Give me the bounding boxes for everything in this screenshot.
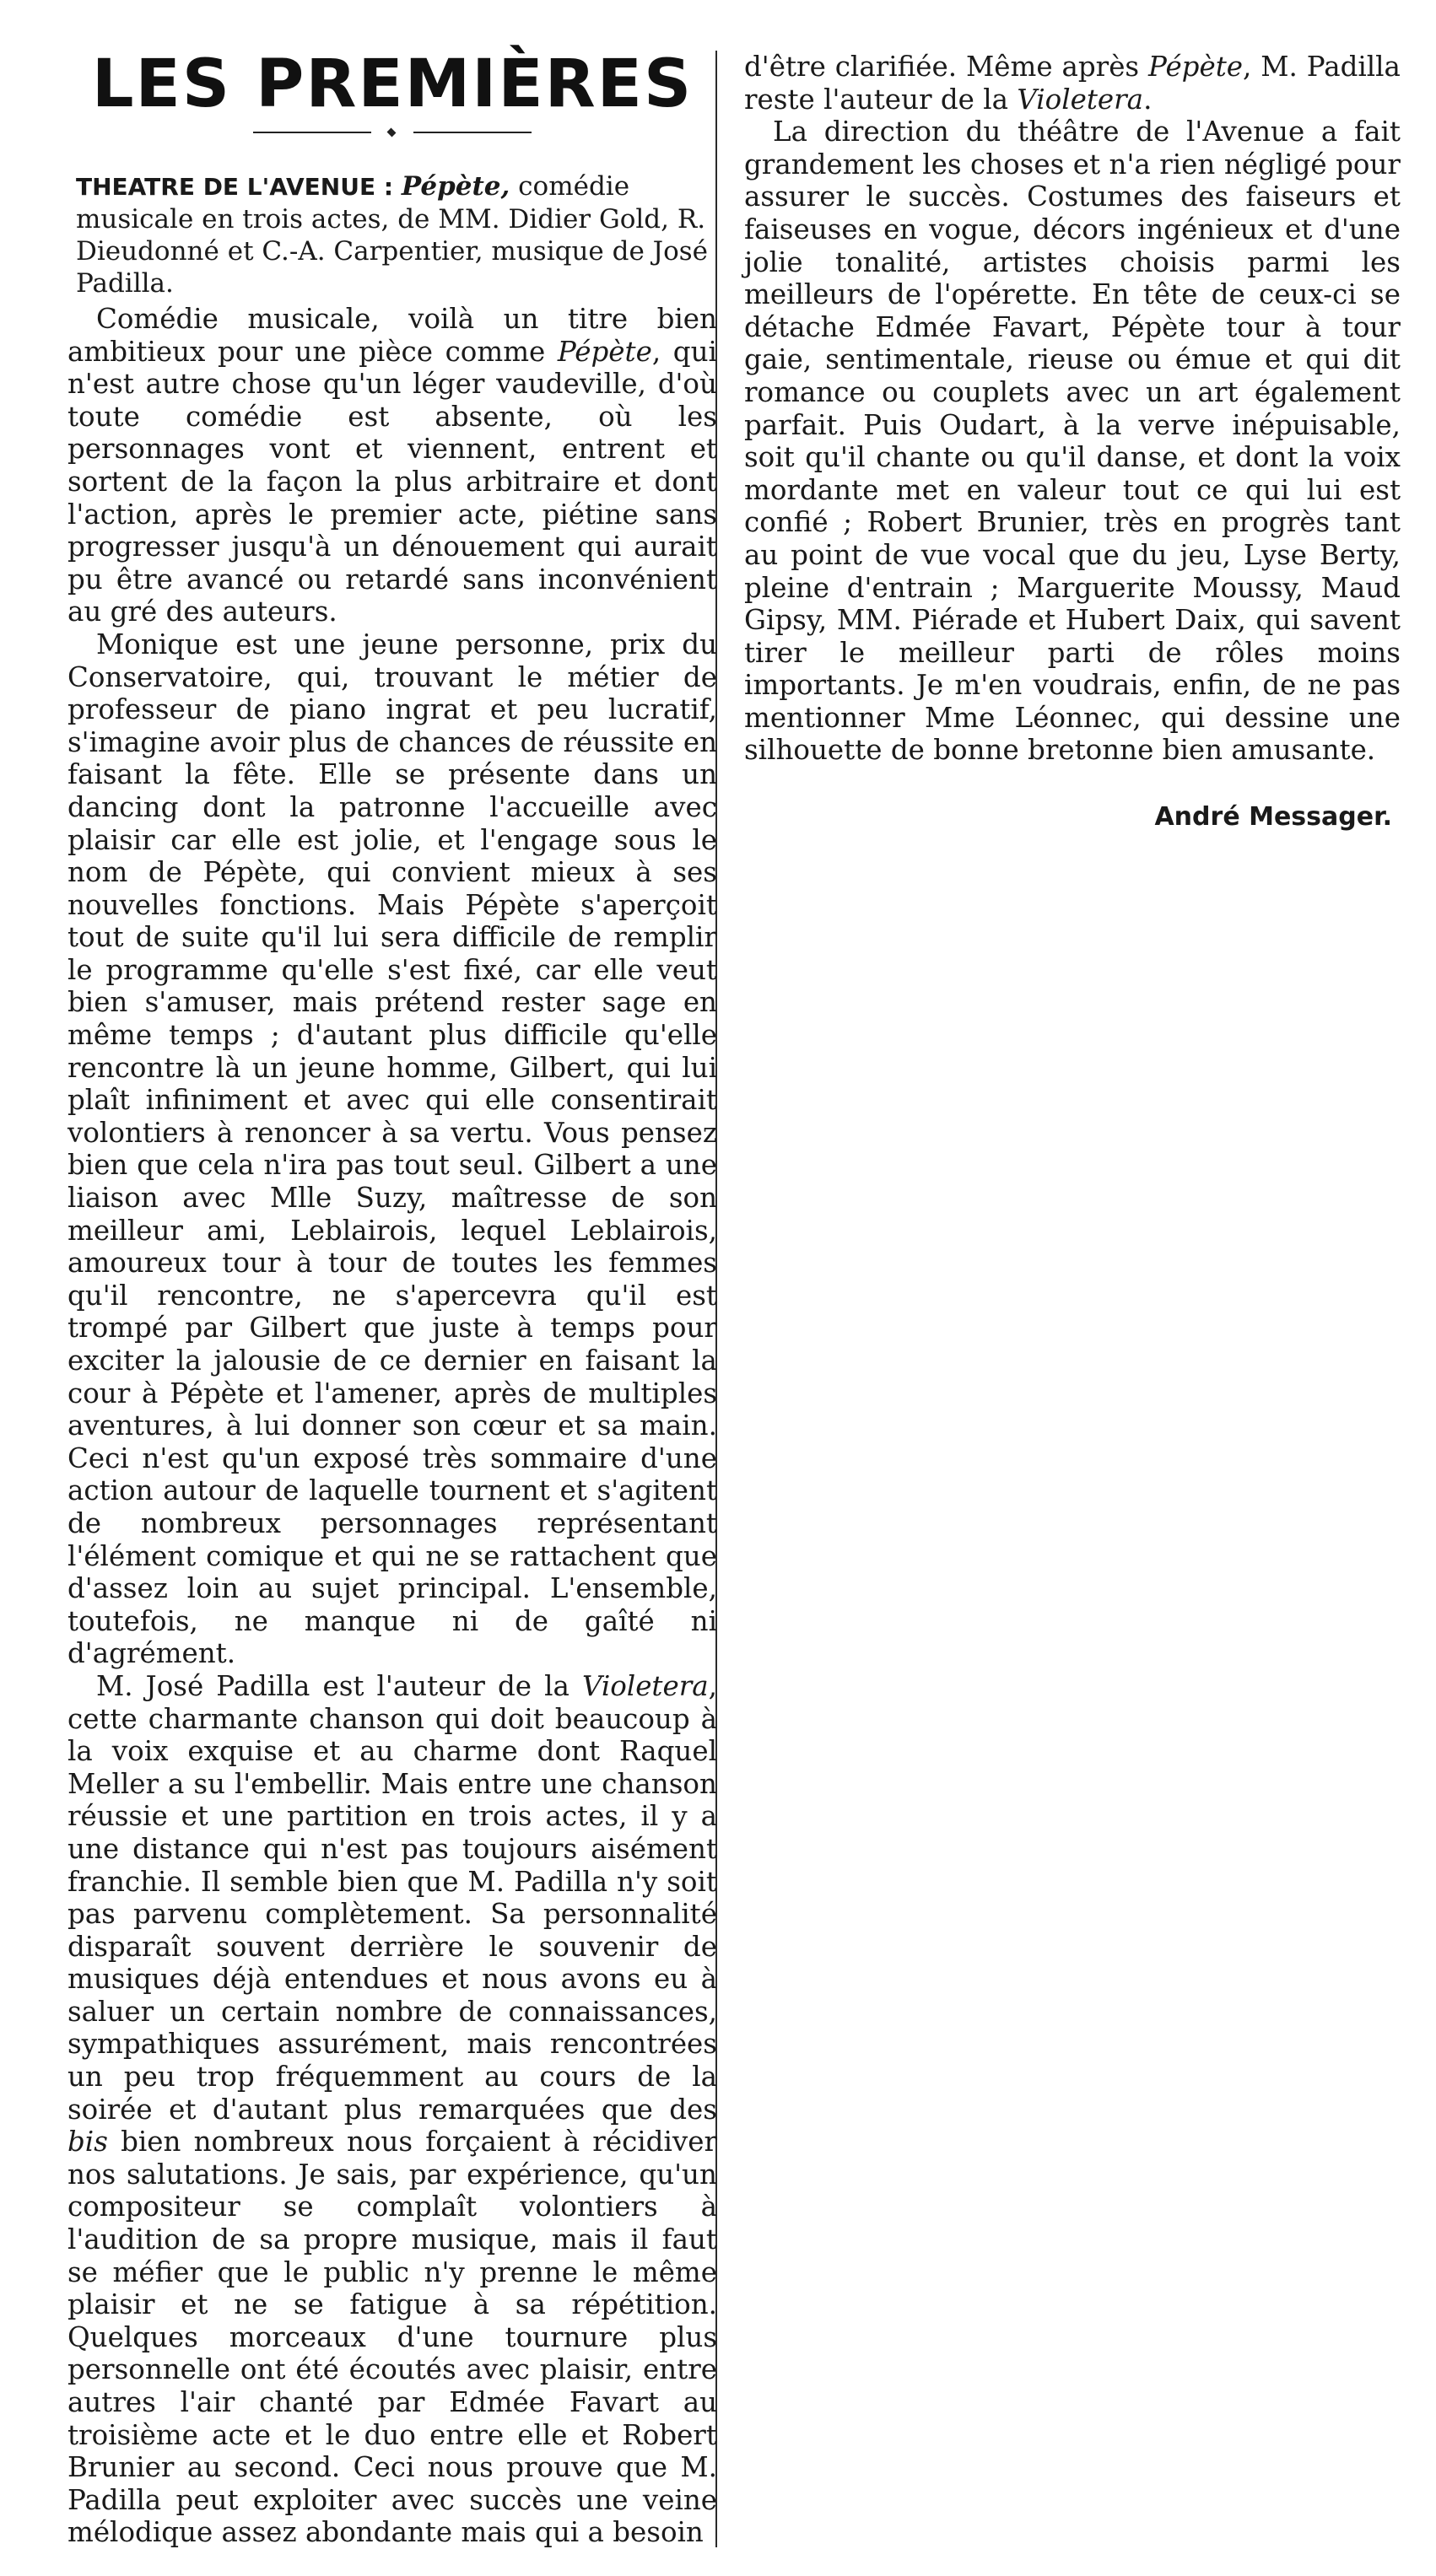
venue-name: THEATRE DE L'AVENUE :: [76, 173, 394, 201]
article-paragraph: Monique est une jeune personne, prix du Conservatoire, qui, trouvant le métier de professeur de piano ingrat et peu lucratif, s'imagine avoir plus de chances de réussite en faisant la fête. Elle se présente dans un dancing dont la patronne l'accueille avec plaisir car elle est jolie, et l'engage sous le nom de Pépète, qui convient mieux à ses nouvelles fonctions. Mais Pépète s'aperçoit tout de suite qu'il lui sera difficile de remplir le programme qu'elle s'est fixé, car elle veut bien s'amuser, mais prétend rester sage en même temps ; d'autant plus difficile qu'elle rencontre là un jeune homme, Gilbert, qui lui plaît infiniment et avec qui elle consentirait volontiers à renoncer à sa vertu. Vous pensez bien que cela n'ira pas tout seul. Gilbert a une liaison avec Mlle Suzy, maîtresse de son meilleur ami, Leblairois, lequel Leblairois, amoureux tour à tour de toutes les femmes qu'il rencontre, ne s'apercevra qu'il est trompé par Gilbert que juste à temps pour exciter la jalousie de ce dernier en faisant la cour à Pépète et l'amener, après de multiples aventures, à lui donner son cœur et sa main. Ceci n'est qu'un exposé très sommaire d'une action autour de laquelle tournent et s'agitent de nombreux personnages représentant l'élément comique et qui ne se rattachent que d'assez loin au sujet principal. L'ensemble, toutefois, ne manque ni de gaîté ni d'agrément.: [67, 628, 718, 1670]
author-signature: André Messager.: [1154, 802, 1392, 833]
article-body-left: [67, 303, 717, 2549]
play-description: comédie musicale en trois actes, de MM. Didier Gold, R. Dieudonné et C.-A. Carpentier, musique de José Padilla.: [76, 171, 709, 299]
review-heading: [67, 170, 717, 299]
article-body-right: [744, 51, 1401, 767]
masthead: LES PREMIÈRES: [91, 46, 694, 122]
article-paragraph: La direction du théâtre de l'Avenue a fait grandement les choses et n'a rien négligé pour assurer le succès. Costumes des faiseurs et faiseuses en vogue, décors ingénieux et d'une jolie tonalité, artistes choisis parmi les meilleurs de l'opérette. En tête de ceux-ci se détache Edmée Favart, Pépète tour à tour gaie, sentimentale, rieuse ou émue et qui dit romance ou couplets avec un art également parfait. Puis Oudart, à la verve inépuisable, soit qu'il chante ou qu'il danse, et dont la voix mordante met en valeur tout ce qui lui est confié ; Robert Brunier, très en progrès tant au point de vue vocal que du jeu, Lyse Berty, pleine d'entrain ; Marguerite Moussy, Maud Gipsy, MM. Piérade et Hubert Daix, qui savent tirer le meilleur parti de rôles moins importants. Je m'en voudrais, enfin, de ne pas mentionner Mme Léonnec, qui dessine une silhouette de bonne bretonne bien amusante.: [744, 116, 1401, 767]
article-paragraph: M. José Padilla est l'auteur de la Violetera, cette charmante chanson qui doit beaucoup à la voix exquise et au charme dont Raquel Meller a su l'embellir. Mais entre une chanson réussie et une partition en trois actes, il y a une distance qui n'est pas toujours aisément franchie. Il semble bien que M. Padilla n'y soit pas parvenu complètement. Sa personnalité disparaît souvent derrière le souvenir de musiques déjà entendues et nous avons eu à saluer un certain nombre de connaissances, sympathiques assurément, mais rencontrées un peu trop fréquemment au cours de la soirée et d'autant plus remarquées que des bis bien nombreux nous forçaient à récidiver nos salutations. Je sais, par expérience, qu'un compositeur se complaît volontiers à l'audition de sa propre musique, mais il faut se méfier que le public n'y prenne le même plaisir et ne se fatigue à sa répétition. Quelques morceaux d'une tournure plus personnelle ont été écoutés avec plaisir, entre autres l'air chanté par Edmée Favart au troisième acte et le duo entre elle et Robert Brunier au second. Ceci nous prouve que M. Padilla peut exploiter avec succès une veine mélodique assez abondante mais qui a besoin: [67, 1669, 718, 2549]
article-paragraph: Comédie musicale, voilà un titre bien ambitieux pour une pièce comme Pépète, qui n'est autre chose qu'un léger vaudeville, d'où toute comédie est absente, où les personnages vont et viennent, entrent et sortent de la façon la plus arbitraire et dont l'action, après le premier acte, piétine sans progresser jusqu'à un dénouement qui aurait pu être avancé ou retardé sans inconvénient au gré des auteurs.: [67, 303, 718, 628]
play-title: Pépète,: [401, 171, 510, 202]
column-left: [67, 42, 717, 2556]
article-paragraph: d'être clarifiée. Même après Pépète, M. Padilla reste l'auteur de la Violetera.: [744, 51, 1401, 116]
masthead-ornament: [253, 128, 532, 137]
column-right: [744, 51, 1401, 1400]
